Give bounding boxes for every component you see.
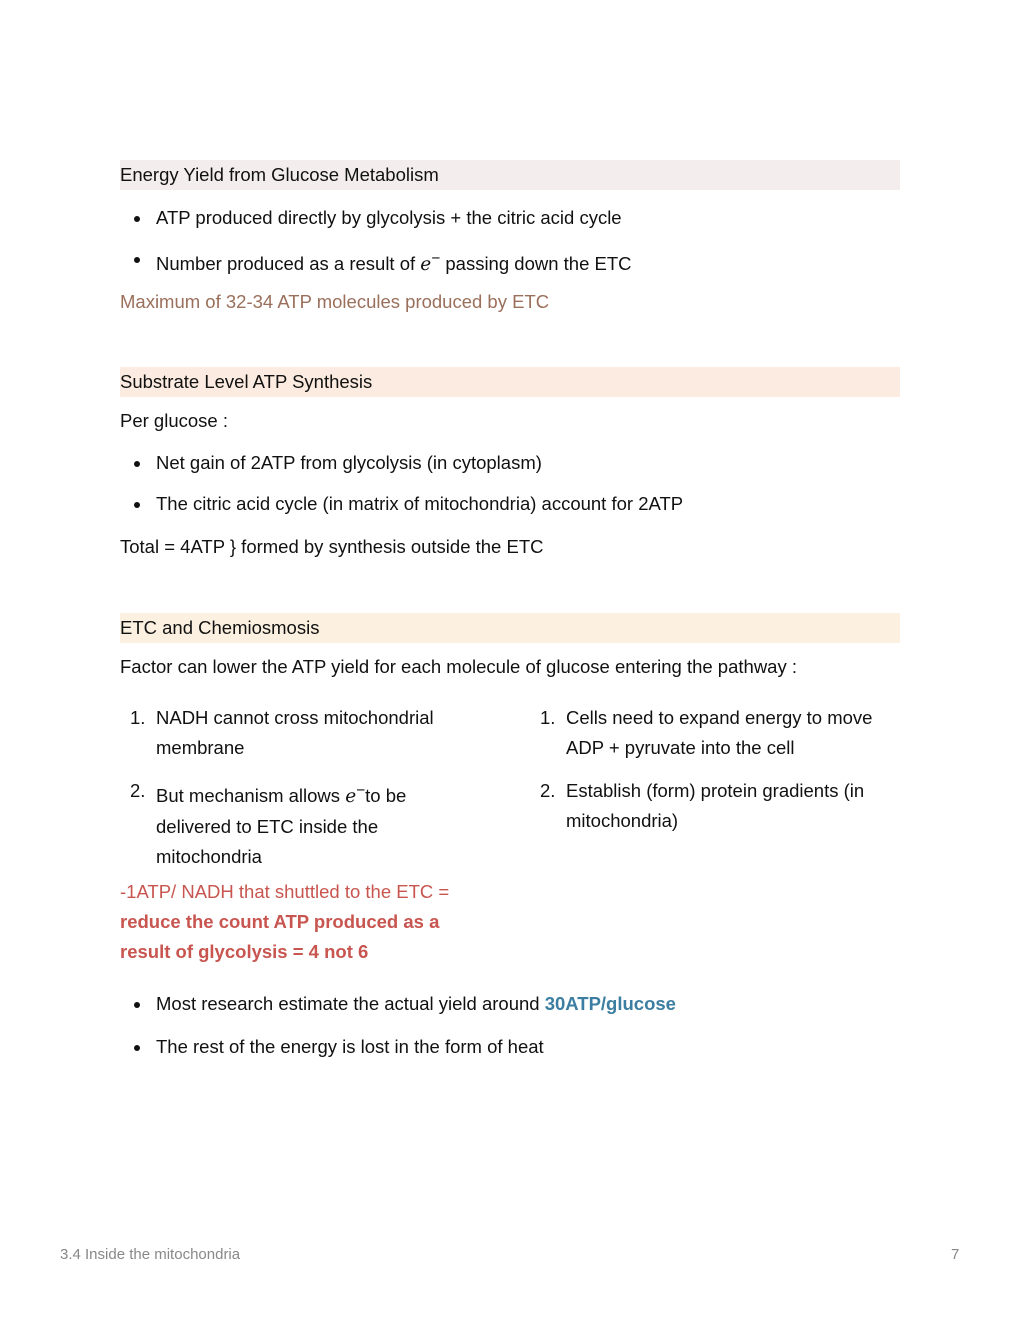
- list-line: ADP + pyruvate into the cell: [566, 737, 795, 758]
- yield-highlight: 30ATP/glucose: [544, 993, 676, 1014]
- electron-symbol: e: [420, 254, 432, 276]
- section-heading-substrate-level: Substrate Level ATP Synthesis: [120, 367, 900, 397]
- list-number: 1.: [540, 707, 556, 728]
- list-line: NADH cannot cross mitochondrial: [156, 707, 434, 728]
- list-line: Cells need to expand energy to move: [566, 707, 873, 728]
- section-heading-etc: ETC and Chemiosmosis: [120, 613, 900, 643]
- factor-intro: Factor can lower the ATP yield for each molecule of glucose entering the pathway :: [120, 656, 797, 677]
- list-line: membrane: [156, 737, 245, 758]
- bullet-text-before: Number produced as a result of: [156, 253, 421, 275]
- electron-charge: −: [431, 250, 441, 267]
- left-list-item-2: [130, 776, 407, 872]
- footer-title: 3.4 Inside the mitochondria: [60, 1246, 241, 1263]
- total-atp: Total = 4ATP } formed by synthesis outside the ETC: [120, 536, 544, 557]
- list-number: 2.: [130, 780, 146, 801]
- left-list-item-1: [130, 703, 434, 763]
- section-heading-energy-yield: Energy Yield from Glucose Metabolism: [120, 160, 900, 190]
- red-note: [120, 877, 449, 967]
- electron-charge: −: [356, 782, 366, 799]
- max-atp-note: Maximum of 32-34 ATP molecules produced by ETC: [120, 291, 550, 312]
- red-note-line-3: result of glycolysis = 4 not 6: [120, 941, 369, 962]
- bullet-number-produced: [156, 247, 632, 277]
- list-number: 2.: [540, 780, 556, 801]
- list-line: mitochondria: [156, 846, 262, 868]
- electron-symbol: e: [345, 786, 357, 808]
- per-glucose-label: Per glucose :: [120, 410, 228, 431]
- bullet-citric-acid: The citric acid cycle (in matrix of mitochondria) account for 2ATP: [156, 493, 684, 514]
- list-number: 1.: [130, 707, 146, 728]
- list-line: Establish (form) protein gradients (in: [566, 780, 865, 801]
- text-after: to be: [365, 785, 407, 807]
- red-note-line-1: -1ATP/ NADH that shuttled to the ETC =: [120, 881, 450, 902]
- red-note-line-2: reduce the count ATP produced as a: [120, 911, 440, 932]
- list-line: mitochondria): [566, 810, 679, 831]
- bullet-text: Most research estimate the actual yield around: [156, 993, 545, 1014]
- list-line: delivered to ETC inside the: [156, 816, 379, 838]
- right-list-item-2: [540, 776, 865, 836]
- page-number: 7: [951, 1246, 960, 1263]
- text-before: But mechanism allows: [156, 785, 346, 807]
- list-line: [156, 776, 406, 812]
- bullet-text-after: passing down the ETC: [440, 253, 632, 275]
- bullet-glycolysis-gain: Net gain of 2ATP from glycolysis (in cytoplasm): [156, 452, 542, 473]
- right-list-item-1: [540, 703, 873, 763]
- bullet-energy-lost: The rest of the energy is lost in the form of heat: [156, 1036, 544, 1057]
- bullet-research-estimate: [156, 992, 676, 1016]
- bullet-atp-directly: ATP produced directly by glycolysis + the citric acid cycle: [156, 207, 622, 228]
